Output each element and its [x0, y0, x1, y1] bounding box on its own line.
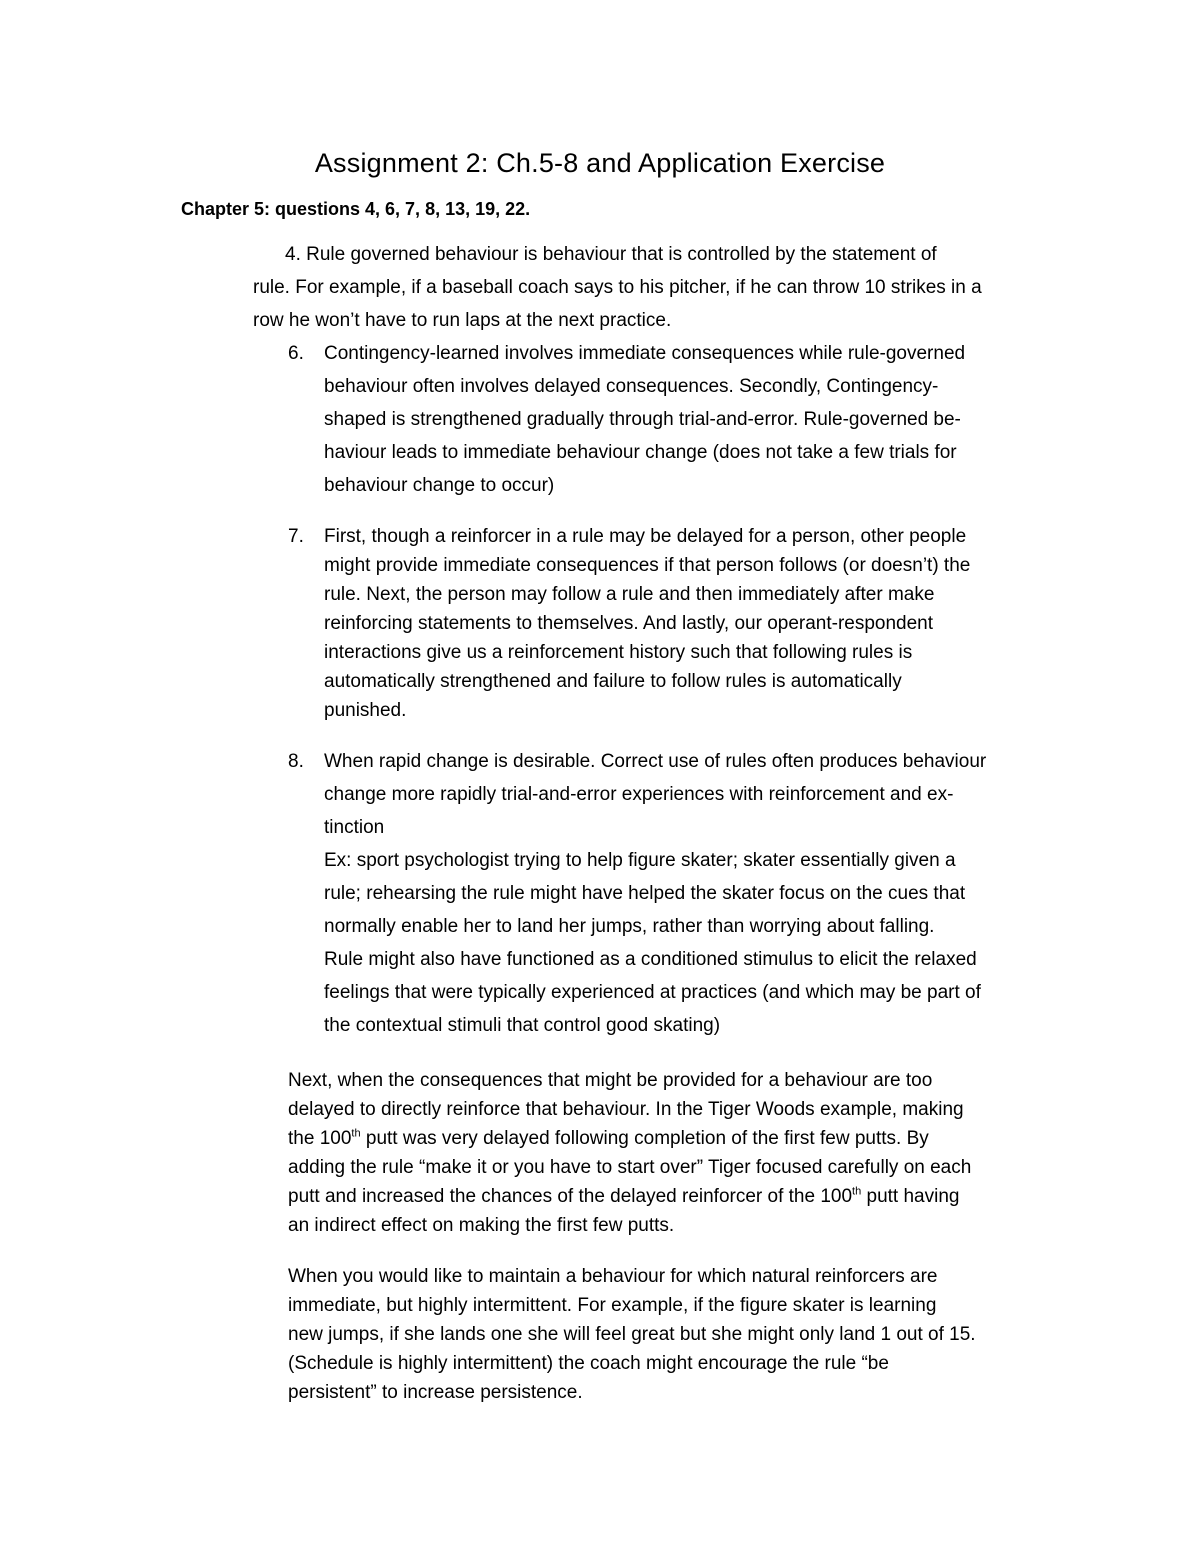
paragraph-delayed-consequences [288, 1066, 1118, 1240]
answer-7-line: reinforcing statements to themselves. And lastly, our operant-respondent [324, 613, 934, 634]
answer-8-line: Ex: sport psychologist trying to help figure skater; skater essentially given a [324, 850, 956, 871]
answer-8-number: 8. [288, 751, 304, 772]
answer-8-line: feelings that were typically experienced at practices (and which may be part of [324, 982, 981, 1003]
text-run: putt and increased the chances of the delayed reinforcer of the 100 [288, 1186, 853, 1207]
answer-8-line: Rule might also have functioned as a conditioned stimulus to elicit the relaxed [324, 949, 977, 970]
answer-4-line: rule. For example, if a baseball coach says to his pitcher, if he can throw 10 strikes in a [253, 277, 982, 298]
answer-8-line: the contextual stimuli that control good skating) [324, 1015, 721, 1036]
paragraph-line: adding the rule “make it or you have to start over” Tiger focused carefully on each [288, 1157, 972, 1178]
text-run: putt having [861, 1186, 960, 1207]
answer-6-line: behaviour change to occur) [324, 475, 555, 496]
paragraph-line: new jumps, if she lands one she will feel great but she might only land 1 out of 15. [288, 1324, 976, 1345]
superscript: th [852, 1185, 862, 1198]
paragraph-line: (Schedule is highly intermittent) the coach might encourage the rule “be [288, 1353, 889, 1374]
answer-8-line: change more rapidly trial-and-error experiences with reinforcement and ex- [324, 784, 954, 805]
answer-6-line: behaviour often involves delayed consequences. Secondly, Contingency- [324, 376, 939, 397]
answer-6 [288, 337, 1118, 502]
document-title: Assignment 2: Ch.5-8 and Application Exercise [314, 148, 886, 178]
answer-7-line: First, though a reinforcer in a rule may be delayed for a person, other people [324, 526, 967, 547]
superscript: th [351, 1127, 361, 1140]
answer-7-line: punished. [324, 700, 407, 721]
answer-7-line: interactions give us a reinforcement history such that following rules is [324, 642, 913, 663]
paragraph-line: When you would like to maintain a behaviour for which natural reinforcers are [288, 1266, 938, 1287]
paragraph-line [288, 1124, 1118, 1153]
chapter-heading: Chapter 5: questions 4, 6, 7, 8, 13, 19, 22. [181, 199, 531, 219]
answer-6-number: 6. [288, 343, 304, 364]
paragraph-line: immediate, but highly intermittent. For example, if the figure skater is learning [288, 1295, 937, 1316]
answer-6-line: Contingency-learned involves immediate consequences while rule-governed [324, 343, 966, 364]
answer-4 [253, 238, 1153, 337]
paragraph-line: Next, when the consequences that might be provided for a behaviour are too [288, 1070, 933, 1091]
answer-8-line: tinction [324, 817, 385, 838]
answer-4-line: 4. Rule governed behaviour is behaviour that is controlled by the statement of [285, 244, 937, 265]
paragraph-intermittent-reinforcers [288, 1262, 1118, 1407]
answer-7-number: 7. [288, 526, 304, 547]
answer-6-line: haviour leads to immediate behaviour change (does not take a few trials for [324, 442, 957, 463]
paragraph-line: delayed to directly reinforce that behaviour. In the Tiger Woods example, making [288, 1099, 964, 1120]
answer-6-line: shaped is strengthened gradually through trial-and-error. Rule-governed be- [324, 409, 961, 430]
text-run: putt was very delayed following completion of the first few putts. By [360, 1128, 929, 1149]
answer-8-line: When rapid change is desirable. Correct use of rules often produces behaviour [324, 751, 987, 772]
paragraph-line: persistent” to increase persistence. [288, 1382, 583, 1403]
paragraph-line [288, 1182, 1118, 1211]
paragraph-line: an indirect effect on making the first few putts. [288, 1215, 675, 1236]
answer-7-line: rule. Next, the person may follow a rule and then immediately after make [324, 584, 935, 605]
answer-7 [288, 522, 1118, 725]
answer-8-line: normally enable her to land her jumps, rather than worrying about falling. [324, 916, 935, 937]
answer-7-line: might provide immediate consequences if that person follows (or doesn’t) the [324, 555, 971, 576]
answer-7-line: automatically strengthened and failure to follow rules is automatically [324, 671, 902, 692]
answer-8 [288, 745, 1118, 1042]
text-run: the 100 [288, 1128, 352, 1149]
answer-4-line: row he won’t have to run laps at the next practice. [253, 310, 672, 331]
answer-8-line: rule; rehearsing the rule might have helped the skater focus on the cues that [324, 883, 966, 904]
